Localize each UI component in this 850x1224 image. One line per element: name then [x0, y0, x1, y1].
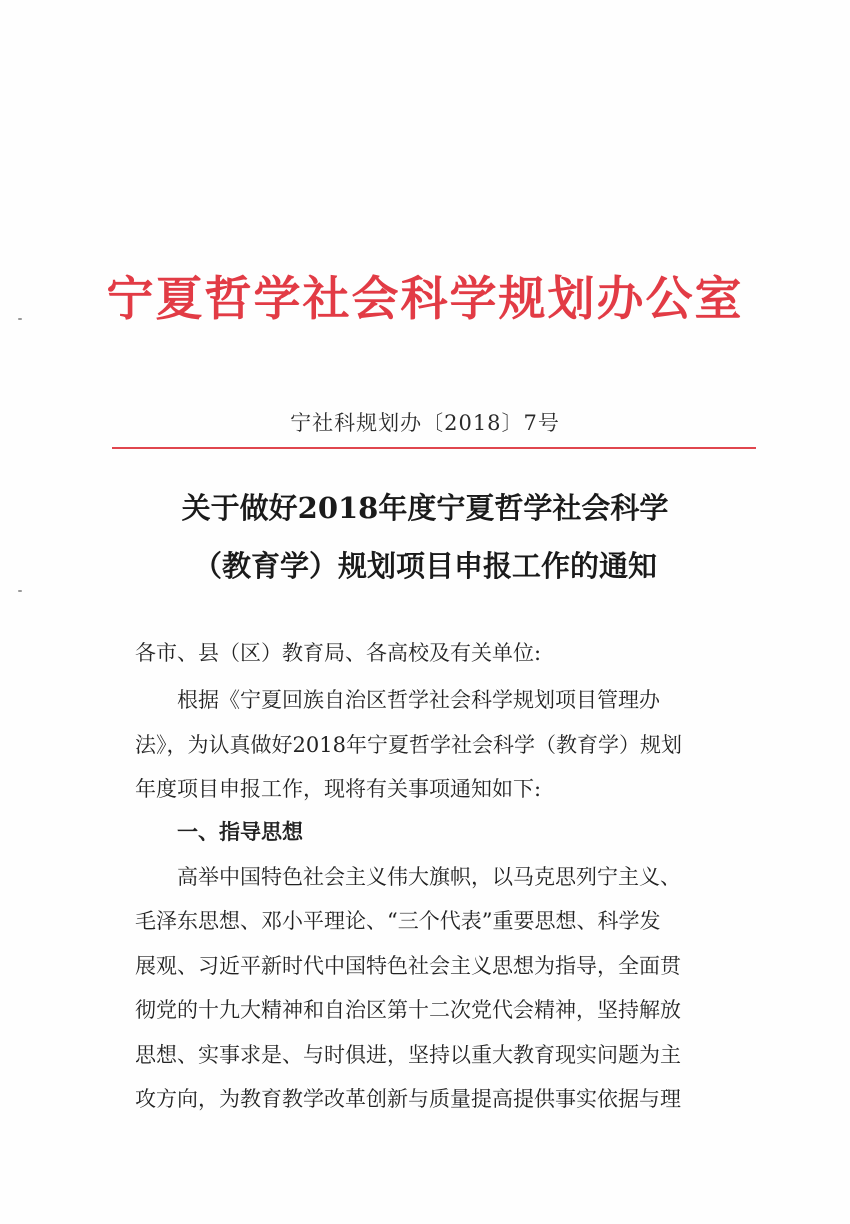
- document-number: 宁社科规划办〔2018〕7号: [290, 411, 560, 435]
- salutation: 各市、县（区）教育局、各高校及有关单位:: [135, 641, 542, 665]
- body-line: 彻党的十九大精神和自治区第十二次党代会精神，坚持解放: [135, 998, 681, 1022]
- notice-title-line-1: 关于做好2018年度宁夏哲学社会科学: [181, 491, 669, 525]
- body-line: 思想、实事求是、与时俱进，坚持以重大教育现实问题为主: [135, 1043, 681, 1067]
- body-line: 高举中国特色社会主义伟大旗帜，以马克思列宁主义、: [177, 865, 681, 889]
- scan-speck: [18, 590, 22, 592]
- red-divider: [112, 447, 756, 449]
- body-line: 攻方向，为教育教学改革创新与质量提高提供事实依据与理: [135, 1087, 681, 1111]
- scan-speck: [18, 318, 22, 320]
- notice-title-line-2: （教育学）规划项目申报工作的通知: [192, 549, 657, 583]
- body-line: 毛泽东思想、邓小平理论、“三个代表”重要思想、科学发: [135, 909, 661, 933]
- org-title: 宁夏哲学社会科学规划办公室: [106, 272, 744, 327]
- intro-line: 根据《宁夏回族自治区哲学社会科学规划项目管理办: [177, 688, 660, 712]
- body-line: 展观、习近平新时代中国特色社会主义思想为指导，全面贯: [135, 954, 681, 978]
- intro-line: 年度项目申报工作，现将有关事项通知如下:: [135, 777, 542, 801]
- intro-line: 法》，为认真做好2018年宁夏哲学社会科学（教育学）规划: [135, 733, 682, 757]
- section-heading: 一、指导思想: [177, 820, 303, 844]
